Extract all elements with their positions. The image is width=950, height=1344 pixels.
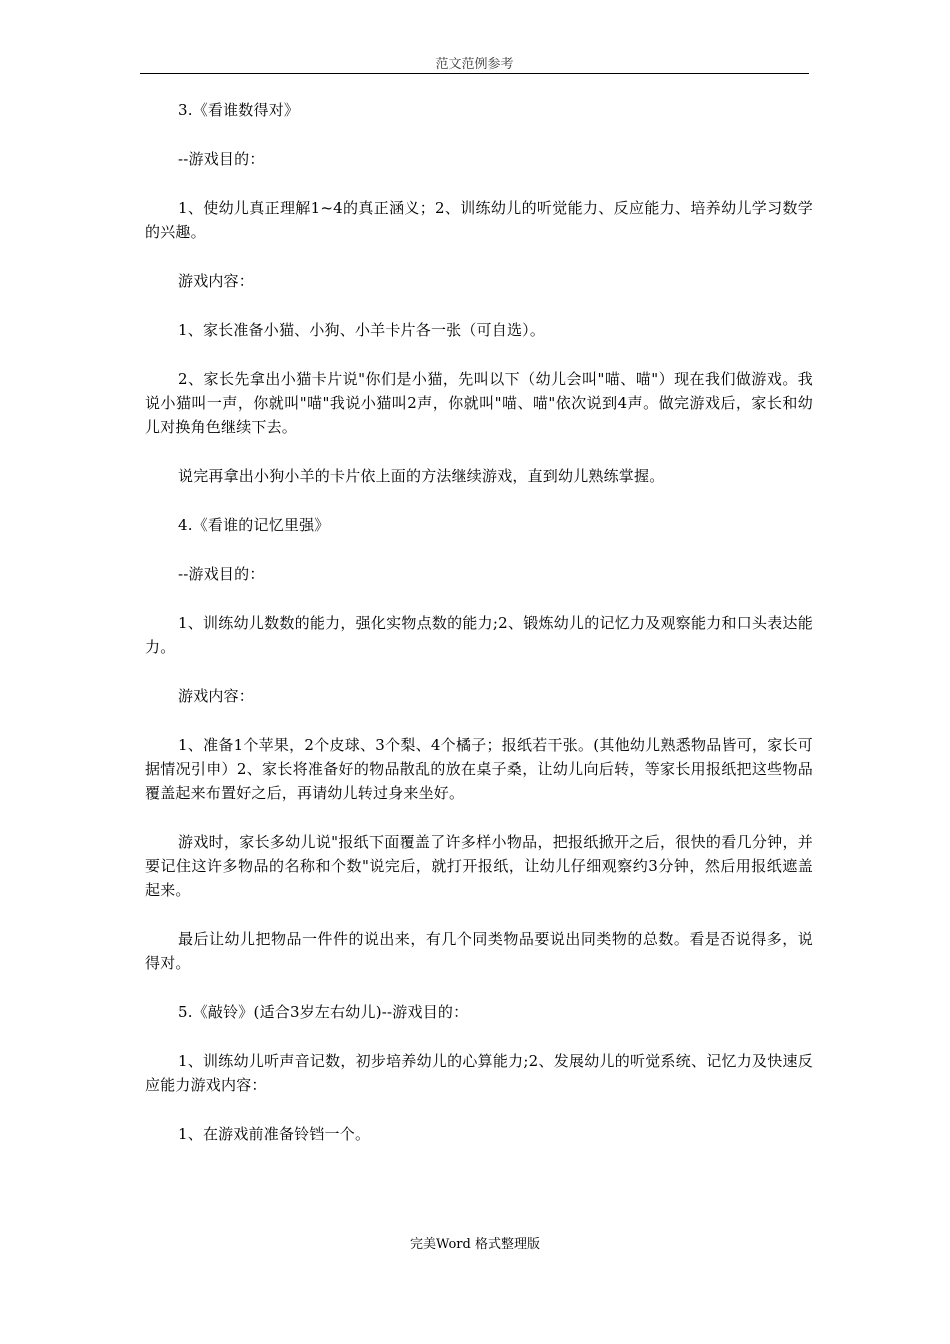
section-3-content-heading: 游戏内容： <box>178 272 255 290</box>
section-5-title: 5.《敲铃》(适合3岁左右幼儿)--游戏目的： <box>178 1003 469 1021</box>
section-5-step-1: 1、在游戏前准备铃铛一个。 <box>178 1125 371 1143</box>
section-4-goal-text: 1、训练幼儿数数的能力，强化实物点数的能力;2、锻炼幼儿的记忆力及观察能力和口头表达能力。 <box>145 614 813 656</box>
section-3-step-2: 2、家长先拿出小猫卡片说"你们是小猫，先叫以下（幼儿会叫"喵、喵"）现在我们做游戏。我说小猫叫一声，你就叫"喵"我说小猫叫2声，你就叫"喵、喵"依次说到4声。做完游戏后，家长和幼儿对换角色继续下去。 <box>145 370 813 436</box>
section-4-step-2: 游戏时，家长多幼儿说"报纸下面覆盖了许多样小物品，把报纸掀开之后，很快的看几分钟，并要记住这许多物品的名称和个数"说完后，就打开报纸，让幼儿仔细观察约3分钟，然后用报纸遮盖起来。 <box>145 833 813 899</box>
page-footer: 完美Word 格式整理版 <box>410 1237 540 1252</box>
page-header <box>140 56 809 74</box>
section-4-title: 4.《看谁的记忆里强》 <box>178 516 330 534</box>
document-body <box>145 98 813 1171</box>
section-3-step-1: 1、家长准备小猫、小狗、小羊卡片各一张（可自选）。 <box>178 321 546 339</box>
section-4-step-3: 最后让幼儿把物品一件件的说出来，有几个同类物品要说出同类物的总数。看是否说得多，说得对。 <box>145 930 813 972</box>
section-5-goal-text: 1、训练幼儿听声音记数，初步培养幼儿的心算能力;2、发展幼儿的听觉系统、记忆力及快速反应能力游戏内容： <box>145 1052 813 1094</box>
header-title: 范文范例参考 <box>435 57 514 72</box>
section-3-goal-text: 1、使幼儿真正理解1~4的真正涵义；2、训练幼儿的听觉能力、反应能力、培养幼儿学习数学的兴趣。 <box>145 199 813 241</box>
section-3-goal-heading: --游戏目的： <box>178 150 265 168</box>
section-4-content-heading: 游戏内容： <box>178 687 255 705</box>
section-4-step-1: 1、准备1个苹果，2个皮球、3个梨、4个橘子；报纸若干张。(其他幼儿熟悉物品皆可，家长可据情况引申）2、家长将准备好的物品散乱的放在桌子桑，让幼儿向后转，等家长用报纸把这些物品覆盖起来布置好之后，再请幼儿转过身来坐好。 <box>145 736 813 802</box>
section-4-goal-heading: --游戏目的： <box>178 565 265 583</box>
section-3-step-3: 说完再拿出小狗小羊的卡片依上面的方法继续游戏，直到幼儿熟练掌握。 <box>178 467 665 485</box>
section-3-title: 3.《看谁数得对》 <box>178 101 300 119</box>
